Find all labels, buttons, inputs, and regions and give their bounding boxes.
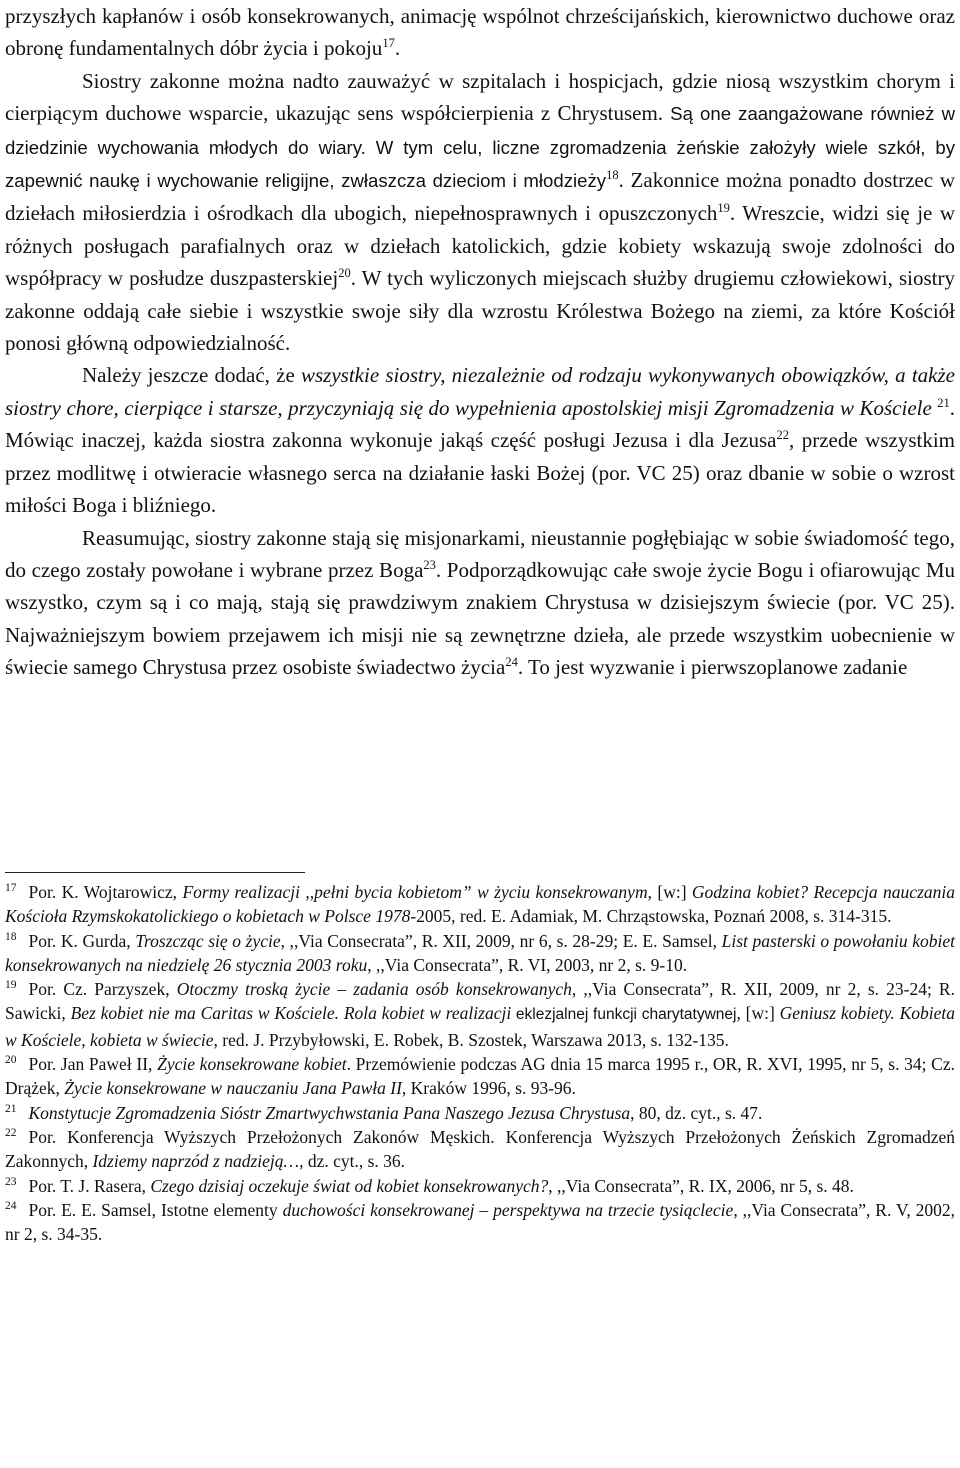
footnote-number: 20 xyxy=(5,1054,17,1067)
paragraph-3 xyxy=(5,359,955,521)
paragraph-text: . Zakonnice można ponadto dostrzec w dziełach miłosierdzia i ośrodkach dla ubogich, niepełnosprawnych i opuszczonych xyxy=(5,168,955,226)
footnote-italic: Godzina kobiet? Recepcja nauczania Kościoła Rzymskokatolickiego o kobietach w Polsce 1978- xyxy=(5,882,955,927)
footnote-text-sans: eklezjalnej funkcji charytatywnej xyxy=(511,1006,737,1024)
paragraph-text-sans: Są one zaangażowane również w dziedzinie wychowania młodych do wiary. W tym celu, liczne zgromadzenia żeńskie założyły wiele szkół, by zapewnić naukę i wychowanie religijne, zwłaszcza dzieciom i młodzieży xyxy=(5,103,956,192)
footnote-17 xyxy=(5,877,955,929)
footnote-number: 17 xyxy=(5,882,17,895)
footnote-text: Por. K. Gurda, xyxy=(28,930,136,951)
paragraph-text: Należy jeszcze dodać, że xyxy=(82,363,301,388)
paragraph-text: . Mówiąc inaczej, każda siostra zakonna wykonuje jakąś część posługi Jezusa i dla Jezusa xyxy=(5,395,956,453)
paragraph-text: przyszłych kapłanów i osób konsekrowanych, animację wspólnot chrześcijańskich, kierownictwo duchowe oraz obronę fundamentalnych dóbr życia i pokoju xyxy=(5,4,955,61)
footnote-text: , ,,Via Consecrata”, R. IX, 2006, nr 5, s. 48. xyxy=(548,1175,854,1196)
paragraph-4 xyxy=(5,522,955,684)
footnote-italic: Otoczmy troską życie – zadania osób konsekrowanych xyxy=(176,979,572,1000)
footnote-text: Por. Konferencja Wyższych Przełożonych Zakonów Męskich. Konferencja Wyższych Przełożonych Żeńskich Zgromadzeń Zakonnych, xyxy=(5,1126,955,1172)
footnote-24 xyxy=(5,1198,955,1247)
paragraph-text: . W tych wyliczonych miejscach służby drugiemu człowiekowi, siostry zakonne oddają całe siebie i wszystkie swoje siły dla wzrostu Królestwa Bożego na ziemi, za które Kościół ponosi główną odpowiedzialność. xyxy=(5,266,955,356)
footnote-italic: Idziemy naprzód z nadzieją… xyxy=(92,1151,300,1172)
footnote-ref: 21 xyxy=(937,395,950,410)
footnote-22 xyxy=(5,1125,955,1174)
footnote-text: , Kraków 1996, s. 93-96. xyxy=(401,1078,576,1099)
paragraph-text: Reasumując, siostry zakonne stają się misjonarkami, nieustannie pogłębiając w sobie świadomość tego, do czego zostały powołane i wybrane przez Boga xyxy=(5,525,955,582)
footnote-20 xyxy=(5,1052,955,1101)
footnote-text: Por. K. Wojtarowicz, xyxy=(28,882,183,902)
footnote-italic: duchowości konsekrowanej – perspektywa na trzecie tysiąclecie xyxy=(282,1199,734,1220)
footnote-italic: Życie konsekrowane kobiet xyxy=(157,1054,347,1075)
paragraph-2 xyxy=(5,65,955,360)
footnote-number: 23 xyxy=(5,1175,17,1188)
footnote-text: Por. E. E. Samsel, Istotne elementy xyxy=(28,1199,283,1220)
footnote-italic: Życie konsekrowane w nauczaniu Jana Pawła II xyxy=(64,1078,402,1099)
footnote-21 xyxy=(5,1101,955,1125)
paragraph-text: . To jest wyzwanie i pierwszoplanowe zadanie xyxy=(517,655,908,680)
paragraph-text: Siostry zakonne można nadto zauważyć w szpitalach i hospicjach, gdzie niosą wszystkim chorym i cierpiącym duchowe wsparcie, ukazując sens współcierpienia z Chrystusem. xyxy=(5,68,955,126)
paragraph-italic: wszystkie siostry, niezależnie od rodzaju wykonywanych obowiązków, a także siostry chore, cierpiące i starsze, przyczyniają się do wypełnienia apostolskiej misji Zgromadzenia w Kościele xyxy=(5,363,955,420)
footnote-italic: Geniusz kobiety. Kobieta w Kościele, kobieta w świecie xyxy=(5,1003,955,1050)
footnote-italic: Czego dzisiaj oczekuje świat od kobiet konsekrowanych? xyxy=(150,1175,549,1196)
footnote-18 xyxy=(5,929,955,978)
footnote-text: , 80, dz. cyt., s. 47. xyxy=(630,1102,763,1123)
footnote-number: 22 xyxy=(5,1127,17,1140)
footnote-number: 21 xyxy=(5,1102,17,1115)
footnote-italic: Formy realizacji ,,pełni bycia kobietom” w życiu konsekrowanym xyxy=(182,882,648,902)
paragraph-text: . Wreszcie, widzi się je w różnych posługach parafialnych oraz w dziełach katolickich, gdzie kobiety wskazują swoje zdolności do współpracy w posłudze duszpasterskiej xyxy=(5,201,956,291)
footnote-text: Por. Cz. Parzyszek, xyxy=(28,979,177,1000)
footnote-text: , ,,Via Consecrata”, R. VI, 2003, nr 2, s. 9-10. xyxy=(367,954,688,975)
footnote-text: . Przemówienie podczas AG dnia 15 marca 1995 r., OR, R. XVI, 1995, nr 5, s. 34; Cz. Drążek, xyxy=(5,1054,955,1099)
footnote-text: , ,,Via Consecrata”, R. V, 2002, nr 2, s. 34-35. xyxy=(5,1199,956,1245)
footnote-text: Por. Jan Paweł II, xyxy=(28,1054,158,1075)
footnote-ref: 24 xyxy=(505,655,518,670)
footnote-text: , [w:] xyxy=(736,1003,780,1024)
footnote-text: , ,,Via Consecrata”, R. XII, 2009, nr 2, s. 23-24; R. Sawicki, xyxy=(5,979,955,1024)
footnote-italic: List pasterski o powołaniu kobiet konsekrowanych na niedzielę 26 stycznia 2003 roku xyxy=(5,930,955,975)
footnote-19 xyxy=(5,977,955,1052)
footnote-text: , ,,Via Consecrata”, R. XII, 2009, nr 6, s. 28-29; E. E. Samsel, xyxy=(280,930,722,951)
main-text xyxy=(5,0,955,684)
footnotes xyxy=(5,877,955,1246)
footnote-ref: 18 xyxy=(606,168,619,183)
footnote-text: , dz. cyt., s. 36. xyxy=(299,1151,406,1172)
footnote-ref: 19 xyxy=(717,201,730,216)
footnote-ref: 20 xyxy=(338,266,351,281)
paragraph-1 xyxy=(5,0,955,65)
footnote-number: 24 xyxy=(5,1200,17,1213)
footnote-text: Por. T. J. Rasera, xyxy=(28,1175,151,1196)
footnote-number: 19 xyxy=(5,979,17,992)
footnote-italic: Troszcząc się o życie xyxy=(135,930,281,951)
footnote-23 xyxy=(5,1174,955,1198)
footnote-italic: Bez kobiet nie ma Caritas w Kościele. Rola kobiet w realizacji xyxy=(70,1003,512,1024)
footnote-ref: 23 xyxy=(423,557,436,572)
footnote-text: , [w:] xyxy=(647,882,692,902)
footnote-text: , red. J. Przybyłowski, E. Robek, B. Szostek, Warszawa 2013, s. 132-135. xyxy=(213,1029,729,1050)
footnote-separator xyxy=(5,872,305,873)
paragraph-text: , przede wszystkim przez modlitwę i otwieracie własnego serca na działanie łaski Bożej (por. VC 25) oraz dbanie w sobie o wzrost miłości Boga i bliźniego. xyxy=(5,428,955,518)
footnote-text: 2005, red. E. Adamiak, M. Chrząstowska, Poznań 2008, s. 314-315. xyxy=(416,906,892,927)
footnote-number: 18 xyxy=(5,930,17,943)
footnote-ref: 22 xyxy=(776,428,789,443)
paragraph-text: . xyxy=(394,36,401,61)
footnote-italic: Konstytucje Zgromadzenia Sióstr Zmartwychwstania Pana Naszego Jezusa Chrystusa xyxy=(28,1102,631,1123)
paragraph-text: . Podporządkowując całe swoje życie Bogu i ofiarowując Mu wszystko, czym są i co mają, stają się prawdziwym znakiem Chrystusa w dzisiejszym świecie (por. VC 25). Najważniejszym bowiem przejawem ich misji nie są zewnętrzne dzieła, ale przede wszystkim uobecnienie w świecie samego Chrystusa przez osobiste świadectwo życia xyxy=(5,557,955,680)
footnote-ref: 17 xyxy=(382,36,395,51)
